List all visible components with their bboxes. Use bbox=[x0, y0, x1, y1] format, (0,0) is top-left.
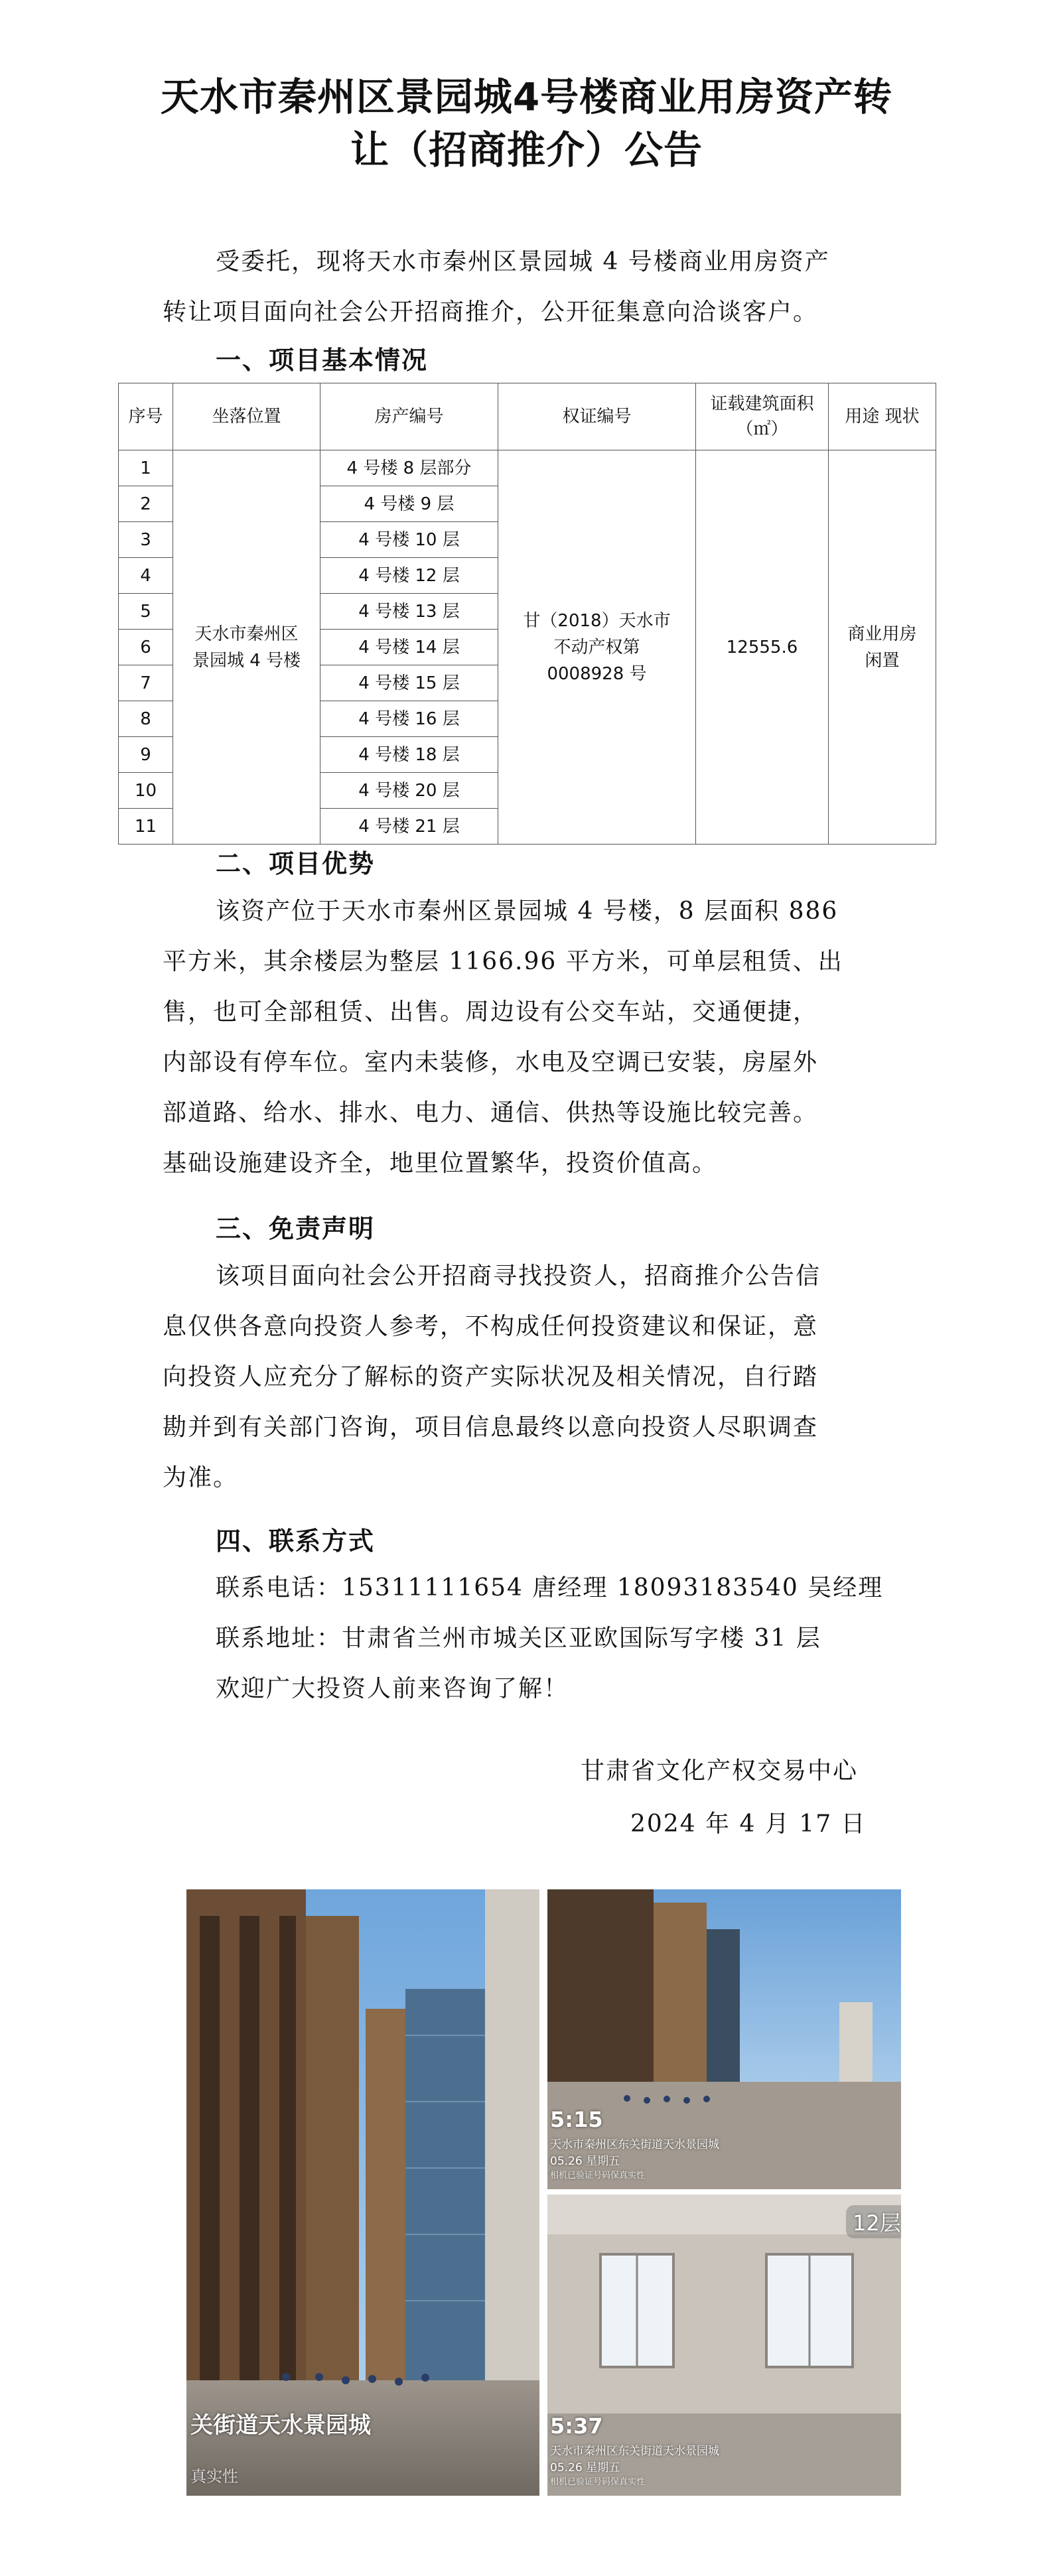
photo-timestamp: 5:37 bbox=[550, 2413, 603, 2439]
cell-house-no: 4 号楼 13 层 bbox=[320, 594, 498, 630]
photo-date-line: 05.26 星期五 bbox=[550, 2461, 620, 2474]
title-line-2: 让（招商推介）公告 bbox=[350, 127, 703, 172]
advantages-line: 内部设有停车位。室内未装修，水电及空调已安装，房屋外 bbox=[163, 1049, 819, 1076]
photo-building-courtyard bbox=[547, 1889, 901, 2189]
cell-house-no: 4 号楼 15 层 bbox=[320, 665, 498, 701]
intro-line: 转让项目面向社会公开招商推介，公开征集意向洽谈客户。 bbox=[163, 299, 819, 326]
advantages-line: 售，也可全部租赁、出售。周边设有公交车站，交通便捷， bbox=[163, 998, 819, 1026]
cell-house-no: 4 号楼 20 层 bbox=[320, 773, 498, 809]
header-house-no: 房产编号 bbox=[320, 383, 498, 450]
section-heading-disclaimer: 三、免责声明 bbox=[216, 1214, 376, 1243]
disclaimer-paragraph bbox=[163, 1251, 906, 1503]
cell-seq: 8 bbox=[119, 701, 173, 737]
cell-seq: 3 bbox=[119, 522, 173, 558]
floor-badge: 12层 bbox=[846, 2205, 901, 2238]
cell-seq: 9 bbox=[119, 737, 173, 773]
photo-date-line: 05.26 星期五 bbox=[550, 2155, 620, 2168]
property-info-table bbox=[118, 383, 936, 845]
cell-area: 12555.6 bbox=[696, 450, 829, 845]
cell-house-no: 4 号楼 21 层 bbox=[320, 809, 498, 845]
header-area: 证载建筑面积（㎡） bbox=[696, 383, 829, 450]
cell-house-no: 4 号楼 9 层 bbox=[320, 486, 498, 522]
disclaimer-line: 向投资人应充分了解标的资产实际状况及相关情况，自行踏 bbox=[163, 1363, 819, 1390]
title-line-1: 天水市秦州区景园城4号楼商业用房资产转 bbox=[160, 74, 893, 119]
section-heading-contact: 四、联系方式 bbox=[216, 1526, 376, 1556]
cell-house-no: 4 号楼 16 层 bbox=[320, 701, 498, 737]
usage-line: 闲置 bbox=[865, 650, 900, 671]
signature-org: 甘肃省文化产权交易中心 bbox=[581, 1757, 859, 1785]
building-exterior-image bbox=[186, 1889, 539, 2496]
cell-seq: 11 bbox=[119, 809, 173, 845]
photo-verify-line: 相机已验证号码保真实性 bbox=[550, 2477, 646, 2487]
cert-line: 0008928 号 bbox=[547, 663, 647, 684]
intro-line: 受委托，现将天水市秦州区景园城 4 号楼商业用房资产 bbox=[216, 248, 830, 275]
table-row bbox=[119, 450, 936, 486]
cell-house-no: 4 号楼 10 层 bbox=[320, 522, 498, 558]
table-header-row bbox=[119, 383, 936, 450]
advantages-line: 平方米，其余楼层为整层 1166.96 平方米，可单层租赁、出 bbox=[163, 948, 843, 975]
disclaimer-line: 勘并到有关部门咨询，项目信息最终以意向投资人尽职调查 bbox=[163, 1414, 819, 1441]
cell-cert-no bbox=[498, 450, 696, 845]
photo-verify-line: 相机已验证号码保真实性 bbox=[550, 2171, 646, 2181]
advantages-line: 该资产位于天水市秦州区景园城 4 号楼，8 层面积 886 bbox=[216, 898, 839, 925]
disclaimer-line: 为准。 bbox=[163, 1464, 239, 1491]
location-line: 天水市秦州区 bbox=[194, 624, 299, 644]
contact-paragraph bbox=[163, 1563, 906, 1714]
cell-house-no: 4 号楼 18 层 bbox=[320, 737, 498, 773]
section-heading-basic-info: 一、项目基本情况 bbox=[216, 346, 429, 375]
photo-building-exterior bbox=[186, 1889, 539, 2496]
location-line: 景园城 4 号楼 bbox=[192, 650, 301, 671]
signature-date: 2024 年 4 月 17 日 bbox=[630, 1810, 867, 1838]
cert-line: 甘（2018）天水市 bbox=[523, 610, 671, 631]
cell-house-no: 4 号楼 14 层 bbox=[320, 630, 498, 665]
contact-address: 联系地址：甘肃省兰州市城关区亚欧国际写字楼 31 层 bbox=[216, 1625, 821, 1652]
contact-closing: 欢迎广大投资人前来咨询了解！ bbox=[216, 1675, 569, 1702]
advantages-paragraph bbox=[163, 886, 906, 1189]
cell-seq: 5 bbox=[119, 594, 173, 630]
photo-timestamp: 5:15 bbox=[550, 2107, 603, 2132]
cell-seq: 7 bbox=[119, 665, 173, 701]
cell-seq: 6 bbox=[119, 630, 173, 665]
photo-location-line: 天水市秦州区东关街道天水景园城 bbox=[550, 2445, 719, 2458]
cell-location bbox=[173, 450, 320, 845]
advantages-line: 部道路、给水、排水、电力、通信、供热等设施比较完善。 bbox=[163, 1099, 819, 1126]
header-location: 坐落位置 bbox=[173, 383, 320, 450]
advantages-line: 基础设施建设齐全，地里位置繁华，投资价值高。 bbox=[163, 1150, 718, 1177]
disclaimer-line: 该项目面向社会公开招商寻找投资人，招商推介公告信 bbox=[216, 1262, 821, 1290]
cert-line: 不动产权第 bbox=[553, 637, 640, 657]
header-usage: 用途 现状 bbox=[829, 383, 936, 450]
cell-house-no: 4 号楼 8 层部分 bbox=[320, 450, 498, 486]
photo-location-line: 天水市秦州区东关街道天水景园城 bbox=[550, 2138, 719, 2151]
usage-line: 商业用房 bbox=[847, 624, 917, 644]
header-cert-no: 权证编号 bbox=[498, 383, 696, 450]
intro-paragraph bbox=[163, 237, 906, 338]
photo-interior-12th-floor bbox=[547, 2195, 901, 2496]
cell-seq: 4 bbox=[119, 558, 173, 594]
section-heading-advantages: 二、项目优势 bbox=[216, 849, 376, 878]
cell-usage bbox=[829, 450, 936, 845]
cell-seq: 10 bbox=[119, 773, 173, 809]
photo-watermark: 真实性 bbox=[190, 2467, 238, 2486]
photo-location-caption: 关街道天水景园城 bbox=[190, 2412, 371, 2439]
contact-phone: 联系电话：15311111654 唐经理 18093183540 吴经理 bbox=[216, 1574, 884, 1601]
disclaimer-line: 息仅供各意向投资人参考，不构成任何投资建议和保证，意 bbox=[163, 1313, 819, 1340]
cell-seq: 2 bbox=[119, 486, 173, 522]
cell-house-no: 4 号楼 12 层 bbox=[320, 558, 498, 594]
header-seq: 序号 bbox=[119, 383, 173, 450]
cell-seq: 1 bbox=[119, 450, 173, 486]
